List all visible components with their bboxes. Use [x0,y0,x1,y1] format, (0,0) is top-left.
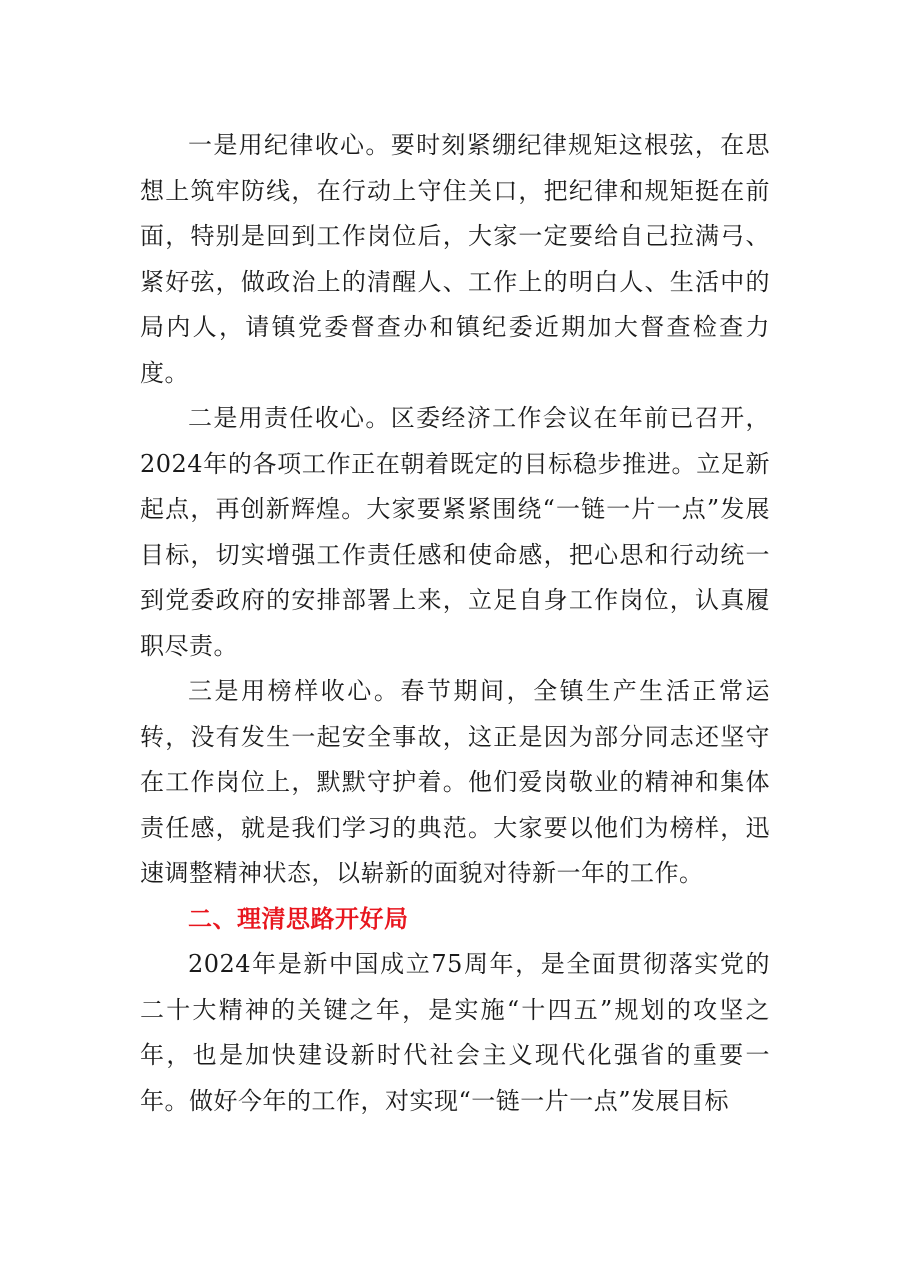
paragraph-responsibility: 二是用责任收心。区委经济工作会议在年前已召开，2024年的各项工作正在朝着既定的目标稳步推进。立足新起点，再创新辉煌。大家要紧紧围绕“一链一片一点”发展目标，切实增强工作责任感和使命感，把心思和行动统一到党委政府的安排部署上来，立足自身工作岗位，认真履职尽责。 [140,404,770,660]
paragraph-discipline: 一是用纪律收心。要时刻紧绷纪律规矩这根弦，在思想上筑牢防线，在行动上守住关口，把纪律和规矩挺在前面，特别是回到工作岗位后，大家一定要给自己拉满弓、紧好弦，做政治上的清醒人、工作上的明白人、生活中的局内人，请镇党委督查办和镇纪委近期加大督查检查力度。 [140,131,770,387]
paragraph-role-model: 三是用榜样收心。春节期间，全镇生产生活正常运转，没有发生一起安全事故，这正是因为部分同志还坚守在工作岗位上，默默守护着。他们爱岗敬业的精神和集体责任感，就是我们学习的典范。大家要以他们为榜样，迅速调整精神状态，以崭新的面貌对待新一年的工作。 [140,677,770,887]
section-heading: 二、理清思路开好局 [188,904,409,933]
paragraph-2024-overview: 2024年是新中国成立75周年，是全面贯彻落实党的二十大精神的关键之年，是实施“十四五”规划的攻坚之年，也是加快建设新时代社会主义现代化强省的重要一年。做好今年的工作，对实现“一链一片一点”发展目标 [140,950,770,1115]
document-page [140,123,770,1124]
